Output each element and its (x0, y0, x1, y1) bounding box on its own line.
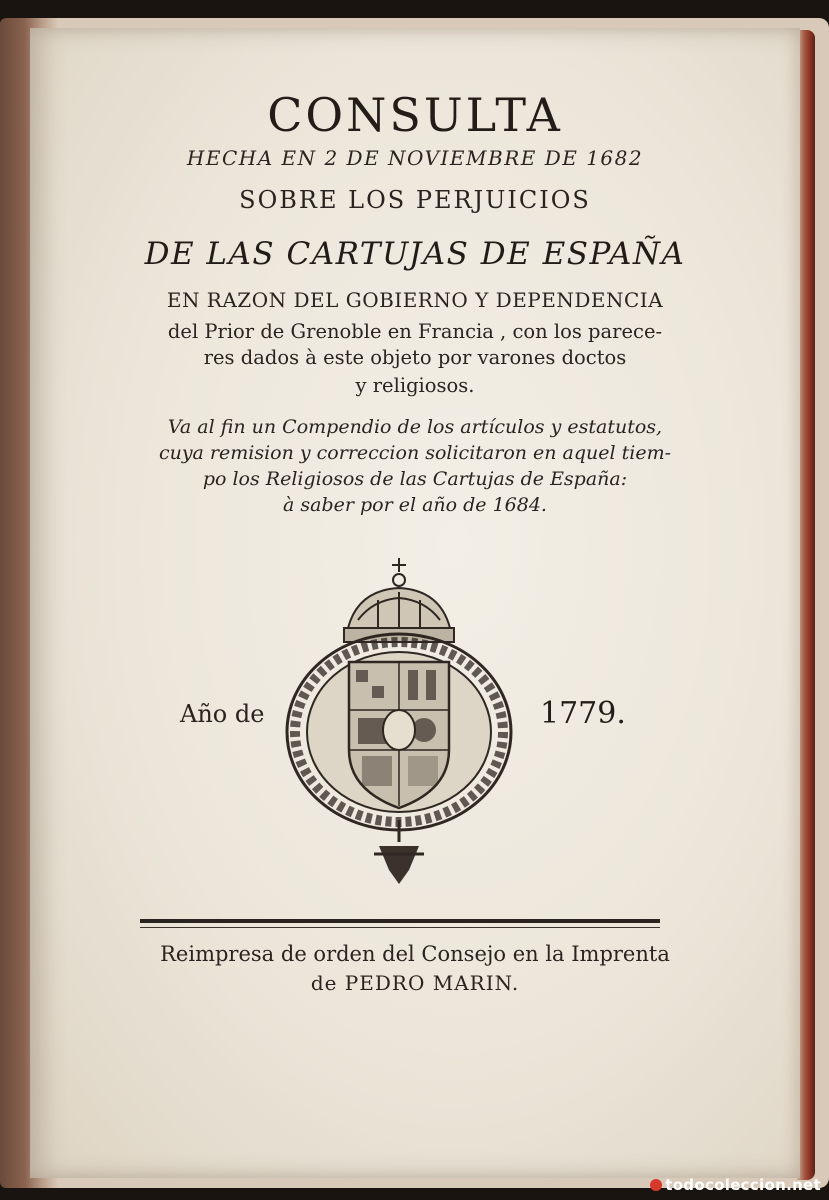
body-line: del Prior de Grenoble en Francia , con los parece- (167, 320, 663, 343)
page-title: CONSULTA (267, 88, 563, 142)
appendix-line: Va al fin un Compendio de los artículos y estatutos, (167, 416, 663, 438)
watermark-logo-icon (650, 1179, 662, 1191)
divider (140, 919, 660, 923)
body-line: res dados à este objeto por varones doctos (203, 346, 627, 369)
topic-subtitle: SOBRE LOS PERJUICIOS (239, 186, 591, 214)
publication-year: 1779. (540, 696, 626, 731)
watermark-text: todocoleccion.net (665, 1176, 821, 1194)
appendix-line: cuya remision y correccion solicitaron en aquel tiem- (158, 442, 672, 464)
appendix-line: po los Religiosos de las Cartujas de España: (202, 468, 628, 490)
date-subtitle: HECHA EN 2 DE NOVIEMBRE DE 1682 (186, 146, 644, 170)
imprint-line: de PEDRO MARIN. (310, 971, 520, 995)
title-page (30, 28, 800, 1178)
appendix-line: à saber por el año de 1684. (283, 494, 547, 516)
cartujas-subtitle: DE LAS CARTUJAS DE ESPAÑA (144, 236, 686, 272)
royal-coat-of-arms-icon (278, 550, 520, 890)
year-label: Año de (180, 700, 265, 728)
body-line: EN RAZON DEL GOBIERNO Y DEPENDENCIA (166, 288, 664, 312)
body-line: y religiosos. (355, 374, 475, 397)
imprint-line: Reimpresa de orden del Consejo en la Imprenta (160, 942, 670, 966)
divider (140, 927, 660, 928)
watermark (650, 1176, 821, 1194)
